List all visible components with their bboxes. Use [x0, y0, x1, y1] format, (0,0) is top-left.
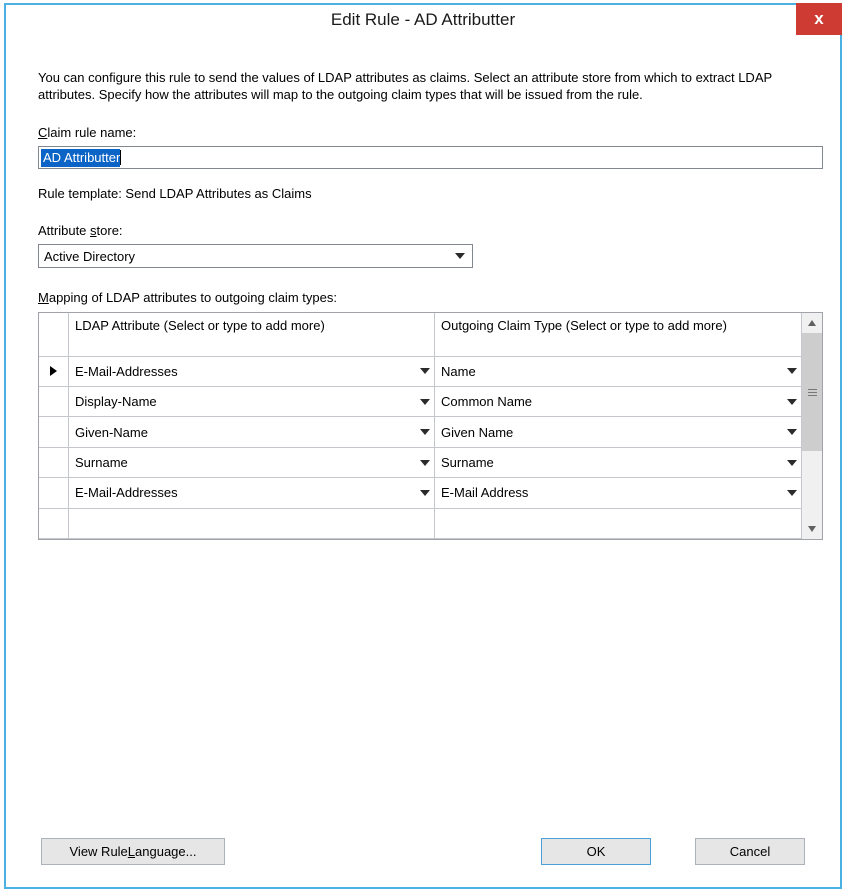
cell-outgoing-claim-type[interactable]	[435, 478, 801, 507]
attribute-store-label-rest: tore:	[96, 223, 123, 238]
table-row[interactable]	[39, 448, 801, 478]
chevron-down-icon[interactable]	[787, 460, 797, 466]
cell-ldap-attribute[interactable]	[69, 478, 435, 507]
claim-rule-name-input[interactable]	[38, 146, 823, 169]
ok-button[interactable]: OK	[541, 838, 651, 865]
title-bar	[6, 5, 840, 38]
attribute-store-label-mnemonic: s	[90, 223, 97, 238]
rule-template-text: Rule template: Send LDAP Attributes as Claims	[38, 186, 312, 201]
cell-outgoing-claim-type-value: Common Name	[441, 394, 533, 410]
mapping-label	[38, 290, 808, 305]
cell-ldap-attribute-value: Surname	[75, 455, 128, 471]
chevron-down-icon[interactable]	[787, 399, 797, 405]
cell-outgoing-claim-type[interactable]	[435, 417, 801, 446]
text-caret	[120, 150, 121, 165]
attribute-store-value: Active Directory	[44, 248, 136, 264]
table-row[interactable]	[39, 417, 801, 447]
cell-outgoing-claim-type[interactable]	[435, 509, 801, 538]
view-rule-language-prefix: View Rule	[69, 844, 128, 859]
row-selector[interactable]	[39, 478, 69, 507]
table-row[interactable]	[39, 357, 801, 387]
mapping-label-rest: apping of LDAP attributes to outgoing claim types:	[48, 290, 337, 305]
table-row[interactable]	[39, 387, 801, 417]
window-title: Edit Rule - AD Attributter	[330, 10, 516, 29]
cell-ldap-attribute[interactable]	[69, 387, 435, 416]
cell-ldap-attribute[interactable]	[69, 509, 435, 538]
column-header-ldap-attribute: LDAP Attribute (Select or type to add more)	[69, 313, 435, 356]
cell-ldap-attribute[interactable]	[69, 357, 435, 386]
cell-ldap-attribute-value: Given-Name	[75, 424, 148, 440]
cancel-button[interactable]: Cancel	[695, 838, 805, 865]
scrollbar-thumb[interactable]	[802, 333, 822, 451]
scroll-up-icon[interactable]	[802, 313, 822, 333]
cell-outgoing-claim-type-value: Name	[441, 363, 476, 379]
close-icon[interactable]: x	[796, 3, 842, 35]
attribute-store-select[interactable]	[38, 244, 473, 268]
cell-outgoing-claim-type[interactable]	[435, 448, 801, 477]
table-row[interactable]	[39, 478, 801, 508]
row-selector-header	[39, 313, 69, 356]
chevron-down-icon[interactable]	[420, 399, 430, 405]
edit-rule-dialog	[4, 3, 842, 889]
cell-ldap-attribute-value: Display-Name	[75, 394, 157, 410]
chevron-down-icon[interactable]	[420, 429, 430, 435]
chevron-down-icon[interactable]	[447, 245, 472, 267]
intro-text: You can configure this rule to send the values of LDAP attributes as claims. Select an attribute store from which to extract LDAP attributes. Specify how the attributes will map to the outgoing claim types that will be issued from the rule.	[38, 70, 772, 102]
current-row-marker-icon	[50, 366, 57, 376]
mapping-grid-table	[39, 313, 801, 539]
cell-outgoing-claim-type-value: Surname	[441, 455, 494, 471]
attribute-store-label-a: Attribute	[38, 223, 91, 238]
row-selector[interactable]	[39, 509, 69, 538]
dialog-content	[6, 38, 840, 887]
mapping-label-mnemonic: M	[38, 290, 49, 305]
mapping-grid	[38, 312, 823, 540]
claim-rule-name-label-rest: laim rule name:	[47, 125, 137, 140]
scrollbar-track[interactable]	[802, 333, 822, 519]
row-selector[interactable]	[39, 417, 69, 446]
cell-outgoing-claim-type[interactable]	[435, 387, 801, 416]
chevron-down-icon[interactable]	[420, 460, 430, 466]
cell-outgoing-claim-type-value: E-Mail Address	[441, 485, 529, 501]
view-rule-language-suffix: anguage...	[135, 844, 197, 859]
chevron-down-icon[interactable]	[420, 490, 430, 496]
view-rule-language-mnemonic: L	[127, 844, 136, 859]
cell-outgoing-claim-type[interactable]	[435, 357, 801, 386]
mapping-grid-header	[39, 313, 801, 357]
cell-ldap-attribute[interactable]	[69, 448, 435, 477]
table-row[interactable]	[39, 509, 801, 539]
cell-ldap-attribute-value: E-Mail-Addresses	[75, 363, 178, 379]
scroll-down-icon[interactable]	[802, 519, 822, 539]
claim-rule-name-value: AD Attributter	[43, 149, 121, 165]
grid-vertical-scrollbar[interactable]	[801, 313, 822, 539]
cell-outgoing-claim-type-value: Given Name	[441, 424, 514, 440]
column-header-outgoing-claim-type: Outgoing Claim Type (Select or type to add more)	[441, 318, 727, 333]
claim-rule-name-label	[38, 125, 808, 140]
cell-ldap-attribute-value: E-Mail-Addresses	[75, 485, 178, 501]
chevron-down-icon[interactable]	[787, 429, 797, 435]
row-selector[interactable]	[39, 357, 69, 386]
row-selector[interactable]	[39, 448, 69, 477]
row-selector[interactable]	[39, 387, 69, 416]
claim-rule-name-label-mnemonic: C	[38, 125, 48, 140]
attribute-store-label	[38, 223, 808, 238]
chevron-down-icon[interactable]	[420, 368, 430, 374]
view-rule-language-button[interactable]	[41, 838, 225, 865]
chevron-down-icon[interactable]	[787, 490, 797, 496]
chevron-down-icon[interactable]	[787, 368, 797, 374]
dialog-footer	[6, 821, 840, 887]
cell-ldap-attribute[interactable]	[69, 417, 435, 446]
